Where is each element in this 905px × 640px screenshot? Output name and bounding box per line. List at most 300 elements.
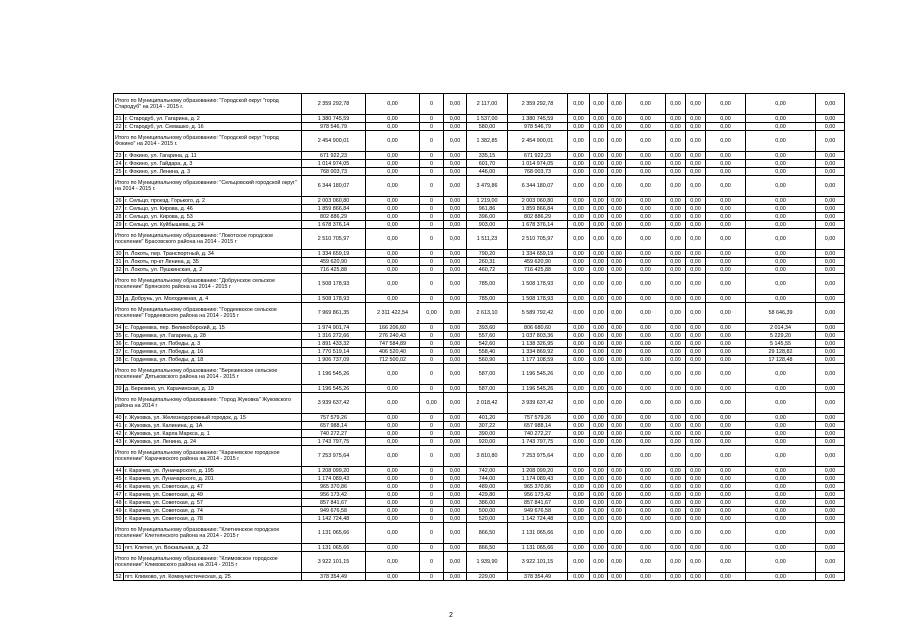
value-cell: 1 014 974,05 bbox=[302, 160, 366, 168]
value-cell: 0 bbox=[420, 385, 444, 393]
value-cell: 0,00 bbox=[444, 168, 467, 176]
value-cell: 0,00 bbox=[366, 499, 420, 507]
value-cell: 0,00 bbox=[746, 467, 816, 475]
value-cell: 0,00 bbox=[686, 258, 706, 266]
value-cell: 0,00 bbox=[444, 160, 467, 168]
row-number: 27 bbox=[115, 205, 122, 212]
value-cell: 0,00 bbox=[590, 176, 608, 197]
value-cell: 0,00 bbox=[590, 258, 608, 266]
value-cell: 0,00 bbox=[366, 491, 420, 499]
value-cell: 0,00 bbox=[420, 303, 444, 324]
value-cell: 0,00 bbox=[568, 295, 590, 303]
value-cell: 0,00 bbox=[666, 544, 686, 552]
value-cell: 276 240,43 bbox=[366, 332, 420, 340]
value-cell: 0 bbox=[420, 250, 444, 258]
value-cell: 0,00 bbox=[706, 446, 746, 467]
value-cell: 0,00 bbox=[706, 467, 746, 475]
value-cell: 0,00 bbox=[816, 160, 845, 168]
value-cell: 0,00 bbox=[816, 250, 845, 258]
value-cell: 0,00 bbox=[666, 197, 686, 205]
value-cell: 0,00 bbox=[816, 229, 845, 250]
value-cell: 0,00 bbox=[608, 467, 626, 475]
value-cell: 0,00 bbox=[608, 422, 626, 430]
value-cell: 500,00 bbox=[467, 507, 508, 515]
value-cell: 0,00 bbox=[420, 393, 444, 414]
value-cell: 0,00 bbox=[626, 295, 666, 303]
value-cell: 260,31 bbox=[467, 258, 508, 266]
value-cell: 0,00 bbox=[568, 499, 590, 507]
row-number: 34 bbox=[115, 324, 122, 331]
value-cell: 0,00 bbox=[706, 430, 746, 438]
value-cell: 740 272,27 bbox=[302, 430, 366, 438]
value-cell: 0,00 bbox=[366, 176, 420, 197]
value-cell: 0,00 bbox=[746, 499, 816, 507]
value-cell: 0 bbox=[420, 573, 444, 581]
table-row bbox=[114, 348, 845, 356]
address-cell: г. Стародуб, ул. Семашко, д. 16 bbox=[124, 123, 302, 131]
value-cell: 0,00 bbox=[686, 274, 706, 295]
value-cell: 0,00 bbox=[706, 94, 746, 115]
address-cell: с. Гордеевка, ул. Победы, д. 18 bbox=[124, 356, 302, 364]
value-cell: 0,00 bbox=[816, 515, 845, 523]
value-cell: 0,00 bbox=[444, 515, 467, 523]
value-cell: 2 359 292,78 bbox=[508, 94, 568, 115]
value-cell: 557,60 bbox=[467, 332, 508, 340]
value-cell: 712 500,02 bbox=[366, 356, 420, 364]
value-cell: 0,00 bbox=[706, 515, 746, 523]
table-row bbox=[114, 115, 845, 123]
value-cell: 0,00 bbox=[568, 131, 590, 152]
value-cell: 0,00 bbox=[746, 197, 816, 205]
value-cell: 489,00 bbox=[467, 483, 508, 491]
value-cell: 0,00 bbox=[590, 340, 608, 348]
value-cell: 587,00 bbox=[467, 364, 508, 385]
address-cell: д. Добрунь, ул. Молодежная, д. 4 bbox=[124, 295, 302, 303]
value-cell: 0,00 bbox=[608, 552, 626, 573]
value-cell: 0,00 bbox=[568, 266, 590, 274]
value-cell: 7 253 975,64 bbox=[302, 446, 366, 467]
table-row bbox=[114, 197, 845, 205]
value-cell: 0,00 bbox=[590, 94, 608, 115]
value-cell: 785,00 bbox=[467, 295, 508, 303]
value-cell: 0,00 bbox=[608, 197, 626, 205]
value-cell: 0,00 bbox=[686, 515, 706, 523]
value-cell: 0,00 bbox=[626, 491, 666, 499]
address-cell: п. Локоть, пр-кт Ленина, д. 35 bbox=[124, 258, 302, 266]
value-cell: 0,00 bbox=[626, 213, 666, 221]
value-cell: 2 510 705,97 bbox=[508, 229, 568, 250]
value-cell: 0,00 bbox=[626, 483, 666, 491]
value-cell: 0,00 bbox=[626, 467, 666, 475]
value-cell: 0,00 bbox=[706, 438, 746, 446]
value-cell: 0,00 bbox=[608, 515, 626, 523]
value-cell: 0,00 bbox=[568, 467, 590, 475]
value-cell: 1 511,23 bbox=[467, 229, 508, 250]
value-cell: 0,00 bbox=[706, 123, 746, 131]
value-cell: 0,00 bbox=[590, 414, 608, 422]
value-cell: 0,00 bbox=[666, 213, 686, 221]
value-cell: 0,00 bbox=[706, 523, 746, 544]
value-cell: 0,00 bbox=[626, 385, 666, 393]
value-cell: 0,00 bbox=[686, 356, 706, 364]
row-number: 31 bbox=[115, 258, 122, 265]
value-cell: 0,00 bbox=[568, 430, 590, 438]
value-cell: 0,00 bbox=[666, 491, 686, 499]
value-cell: 0,00 bbox=[444, 176, 467, 197]
value-cell: 0,00 bbox=[608, 507, 626, 515]
value-cell: 0,00 bbox=[568, 364, 590, 385]
value-cell: 2 311 422,54 bbox=[366, 303, 420, 324]
value-cell: 0,00 bbox=[444, 197, 467, 205]
value-cell: 0,00 bbox=[568, 303, 590, 324]
value-cell: 0,00 bbox=[444, 332, 467, 340]
value-cell: 920,00 bbox=[467, 438, 508, 446]
table-row bbox=[114, 213, 845, 221]
value-cell: 396,00 bbox=[467, 213, 508, 221]
address-cell: г. Сельцо, ул. Кирова, д. 46 bbox=[124, 205, 302, 213]
value-cell: 0,00 bbox=[366, 115, 420, 123]
value-cell: 0,00 bbox=[706, 356, 746, 364]
value-cell: 0 bbox=[420, 332, 444, 340]
row-number: 25 bbox=[115, 168, 122, 175]
table-row bbox=[114, 266, 845, 274]
value-cell: 0,00 bbox=[608, 544, 626, 552]
value-cell: 0,00 bbox=[746, 364, 816, 385]
value-cell: 0,00 bbox=[444, 303, 467, 324]
value-cell: 601,70 bbox=[467, 160, 508, 168]
value-cell: 0,00 bbox=[746, 430, 816, 438]
value-cell: 0,00 bbox=[568, 213, 590, 221]
value-cell: 0,00 bbox=[608, 364, 626, 385]
value-cell: 0,00 bbox=[816, 197, 845, 205]
value-cell: 0 bbox=[420, 152, 444, 160]
value-cell: 0,00 bbox=[746, 213, 816, 221]
value-cell: 0,00 bbox=[626, 229, 666, 250]
value-cell: 0,00 bbox=[590, 274, 608, 295]
row-number: 24 bbox=[115, 160, 122, 167]
value-cell: 0,00 bbox=[568, 274, 590, 295]
value-cell: 0,00 bbox=[706, 552, 746, 573]
row-number: 39 bbox=[115, 385, 122, 392]
value-cell: 0,00 bbox=[666, 422, 686, 430]
value-cell: 166 206,60 bbox=[366, 324, 420, 332]
value-cell: 866,50 bbox=[467, 523, 508, 544]
value-cell: 1 974 901,74 bbox=[302, 324, 366, 332]
value-cell: 0,00 bbox=[366, 229, 420, 250]
value-cell: 378 354,49 bbox=[508, 573, 568, 581]
value-cell: 857 841,67 bbox=[302, 499, 366, 507]
value-cell: 790,20 bbox=[467, 250, 508, 258]
row-number: 49 bbox=[115, 507, 122, 514]
value-cell: 0,00 bbox=[686, 152, 706, 160]
value-cell: 0,00 bbox=[626, 544, 666, 552]
value-cell: 0,00 bbox=[816, 348, 845, 356]
value-cell: 0,00 bbox=[444, 131, 467, 152]
value-cell: 0,00 bbox=[626, 364, 666, 385]
value-cell: 0,00 bbox=[626, 414, 666, 422]
value-cell: 0,00 bbox=[608, 274, 626, 295]
value-cell: 0 bbox=[420, 295, 444, 303]
value-cell: 0,00 bbox=[444, 115, 467, 123]
address-cell: пгт. Клетня, ул. Вокзальная, д. 22 bbox=[124, 544, 302, 552]
value-cell: 0,00 bbox=[746, 229, 816, 250]
value-cell: 1 906 737,09 bbox=[302, 356, 366, 364]
value-cell: 0,00 bbox=[626, 499, 666, 507]
value-cell: 0,00 bbox=[444, 544, 467, 552]
subtotal-label: Итого по Муниципальному образованию: "Добрунское сельское поселение" Брянского района на 2014 - 2015 г bbox=[114, 274, 302, 295]
value-cell: 3 922 101,15 bbox=[302, 552, 366, 573]
value-cell: 978 546,79 bbox=[302, 123, 366, 131]
table-row bbox=[114, 160, 845, 168]
value-cell: 307,22 bbox=[467, 422, 508, 430]
value-cell: 0,00 bbox=[444, 499, 467, 507]
value-cell: 0,00 bbox=[626, 115, 666, 123]
row-number: 35 bbox=[115, 332, 122, 339]
value-cell: 0,00 bbox=[666, 515, 686, 523]
address-cell: г. Фокино, ул. Гагарина, д. 11 bbox=[124, 152, 302, 160]
value-cell: 0,00 bbox=[746, 475, 816, 483]
value-cell: 0,00 bbox=[608, 303, 626, 324]
value-cell: 0,00 bbox=[590, 221, 608, 229]
value-cell: 0,00 bbox=[590, 499, 608, 507]
value-cell: 0,00 bbox=[366, 515, 420, 523]
value-cell: 0,00 bbox=[568, 332, 590, 340]
value-cell: 0,00 bbox=[746, 205, 816, 213]
value-cell: 0,00 bbox=[590, 123, 608, 131]
value-cell: 0,00 bbox=[746, 438, 816, 446]
value-cell: 0,00 bbox=[568, 356, 590, 364]
table-body bbox=[114, 94, 845, 581]
value-cell: 0,00 bbox=[686, 250, 706, 258]
table-row bbox=[114, 483, 845, 491]
value-cell: 0,00 bbox=[444, 152, 467, 160]
address-cell: д. Березино, ул. Карачинская, д. 19 bbox=[124, 385, 302, 393]
value-cell: 0,00 bbox=[686, 475, 706, 483]
address-cell: г. Сельцо, ул. Кирова, д. 53 bbox=[124, 213, 302, 221]
value-cell: 0,00 bbox=[366, 523, 420, 544]
row-number: 33 bbox=[115, 295, 122, 302]
value-cell: 3 810,80 bbox=[467, 446, 508, 467]
value-cell: 0,00 bbox=[746, 274, 816, 295]
value-cell: 0,00 bbox=[666, 160, 686, 168]
value-cell: 0,00 bbox=[746, 552, 816, 573]
value-cell: 0,00 bbox=[686, 221, 706, 229]
value-cell: 2 510 705,97 bbox=[302, 229, 366, 250]
value-cell: 0,00 bbox=[366, 446, 420, 467]
value-cell: 0,00 bbox=[444, 213, 467, 221]
value-cell: 0,00 bbox=[666, 274, 686, 295]
value-cell: 716 425,88 bbox=[302, 266, 366, 274]
value-cell: 0,00 bbox=[366, 295, 420, 303]
value-cell: 0,00 bbox=[746, 176, 816, 197]
value-cell: 386,00 bbox=[467, 499, 508, 507]
row-number: 46 bbox=[115, 483, 122, 490]
value-cell: 0,00 bbox=[626, 258, 666, 266]
row-number: 45 bbox=[115, 475, 122, 482]
value-cell: 0,00 bbox=[746, 422, 816, 430]
value-cell: 0,00 bbox=[746, 393, 816, 414]
value-cell: 0,00 bbox=[366, 507, 420, 515]
row-number: 26 bbox=[115, 197, 122, 204]
table-row bbox=[114, 356, 845, 364]
value-cell: 0,00 bbox=[706, 176, 746, 197]
value-cell: 0 bbox=[420, 467, 444, 475]
value-cell: 542,60 bbox=[467, 340, 508, 348]
value-cell: 0 bbox=[420, 176, 444, 197]
value-cell: 0,00 bbox=[608, 523, 626, 544]
value-cell: 2 454 900,01 bbox=[508, 131, 568, 152]
value-cell: 0,00 bbox=[706, 422, 746, 430]
value-cell: 0,00 bbox=[366, 483, 420, 491]
value-cell: 0,00 bbox=[590, 430, 608, 438]
value-cell: 0,00 bbox=[686, 295, 706, 303]
value-cell: 0 bbox=[420, 523, 444, 544]
value-cell: 5 145,55 bbox=[746, 340, 816, 348]
value-cell: 0,00 bbox=[590, 422, 608, 430]
value-cell: 0,00 bbox=[706, 544, 746, 552]
value-cell: 0,00 bbox=[444, 430, 467, 438]
value-cell: 0,00 bbox=[626, 475, 666, 483]
subtotal-row bbox=[114, 131, 845, 152]
address-cell: г. Сельцо, проезд. Горького, д. 2 bbox=[124, 197, 302, 205]
value-cell: 0,00 bbox=[686, 131, 706, 152]
value-cell: 0,00 bbox=[444, 221, 467, 229]
value-cell: 0,00 bbox=[608, 123, 626, 131]
value-cell: 0,00 bbox=[568, 385, 590, 393]
value-cell: 0,00 bbox=[590, 324, 608, 332]
row-number: 22 bbox=[115, 123, 122, 130]
address-cell: г. Сельцо, ул. Куйбышева, д. 24 bbox=[124, 221, 302, 229]
value-cell: 0 bbox=[420, 552, 444, 573]
value-cell: 0 bbox=[420, 430, 444, 438]
address-cell: г. Карачев, ул. Советская, д. 78 bbox=[124, 515, 302, 523]
subtotal-label: Итого по Муниципальному образованию: "Гордеевское сельское поселение" Гордеевского района на 2014 - 2015 г bbox=[114, 303, 302, 324]
value-cell: 0,00 bbox=[568, 573, 590, 581]
address-cell: с. Гордеевка, ул. Гагарина, д. 28 bbox=[124, 332, 302, 340]
value-cell: 1 508 178,93 bbox=[302, 295, 366, 303]
value-cell: 0 bbox=[420, 258, 444, 266]
value-cell: 0 bbox=[420, 422, 444, 430]
value-cell: 0,00 bbox=[366, 152, 420, 160]
address-cell: г. Жуковка, ул. Калинина, д. 1А bbox=[124, 422, 302, 430]
table-row bbox=[114, 507, 845, 515]
value-cell: 0,00 bbox=[366, 266, 420, 274]
value-cell: 1 174 089,43 bbox=[508, 475, 568, 483]
value-cell: 0,00 bbox=[608, 160, 626, 168]
value-cell: 0,00 bbox=[706, 414, 746, 422]
value-cell: 5 589 792,42 bbox=[508, 303, 568, 324]
value-cell: 0,00 bbox=[666, 266, 686, 274]
value-cell: 390,00 bbox=[467, 430, 508, 438]
value-cell: 1 859 866,84 bbox=[508, 205, 568, 213]
value-cell: 965 370,86 bbox=[302, 483, 366, 491]
value-cell: 0,00 bbox=[366, 385, 420, 393]
table-row bbox=[114, 221, 845, 229]
value-cell: 1 678 376,14 bbox=[302, 221, 366, 229]
value-cell: 0,00 bbox=[608, 348, 626, 356]
value-cell: 1 770 519,14 bbox=[302, 348, 366, 356]
value-cell: 0,00 bbox=[666, 303, 686, 324]
value-cell: 0,00 bbox=[686, 393, 706, 414]
value-cell: 0,00 bbox=[444, 356, 467, 364]
value-cell: 0,00 bbox=[608, 393, 626, 414]
value-cell: 0,00 bbox=[626, 168, 666, 176]
value-cell: 0,00 bbox=[366, 364, 420, 385]
value-cell: 0,00 bbox=[666, 221, 686, 229]
value-cell: 0,00 bbox=[626, 131, 666, 152]
value-cell: 0,00 bbox=[666, 483, 686, 491]
value-cell: 0 bbox=[420, 475, 444, 483]
value-cell: 0,00 bbox=[706, 221, 746, 229]
value-cell: 560,90 bbox=[467, 356, 508, 364]
value-cell: 0,00 bbox=[706, 324, 746, 332]
value-cell: 0,00 bbox=[686, 160, 706, 168]
value-cell: 0,00 bbox=[568, 491, 590, 499]
value-cell: 0,00 bbox=[608, 430, 626, 438]
value-cell: 0,00 bbox=[444, 483, 467, 491]
value-cell: 0,00 bbox=[608, 483, 626, 491]
value-cell: 0,00 bbox=[686, 324, 706, 332]
value-cell: 0,00 bbox=[444, 274, 467, 295]
value-cell: 1 131 065,66 bbox=[302, 523, 366, 544]
value-cell: 1 196 545,26 bbox=[508, 385, 568, 393]
value-cell: 1 131 065,66 bbox=[508, 544, 568, 552]
value-cell: 0,00 bbox=[816, 213, 845, 221]
value-cell: 587,00 bbox=[467, 385, 508, 393]
value-cell: 0,00 bbox=[686, 414, 706, 422]
value-cell: 0 bbox=[420, 446, 444, 467]
value-cell: 0,00 bbox=[366, 430, 420, 438]
value-cell: 429,80 bbox=[467, 491, 508, 499]
value-cell: 0,00 bbox=[608, 266, 626, 274]
value-cell: 0,00 bbox=[666, 205, 686, 213]
address-cell: г. Карачев, ул. Советская, д. 57 bbox=[124, 499, 302, 507]
value-cell: 406 520,40 bbox=[366, 348, 420, 356]
value-cell: 0,00 bbox=[444, 573, 467, 581]
value-cell: 0,00 bbox=[706, 491, 746, 499]
value-cell: 956 173,42 bbox=[508, 491, 568, 499]
value-cell: 0,00 bbox=[706, 160, 746, 168]
value-cell: 0,00 bbox=[706, 348, 746, 356]
table-row bbox=[114, 205, 845, 213]
value-cell: 0,00 bbox=[686, 422, 706, 430]
value-cell: 0,00 bbox=[666, 573, 686, 581]
value-cell: 1 196 545,26 bbox=[302, 385, 366, 393]
value-cell: 0,00 bbox=[746, 483, 816, 491]
subtotal-label: Итого по Муниципальному образованию: "Городской округ "город Фокино" на 2014 - 2015 г. bbox=[114, 131, 302, 152]
value-cell: 3 922 101,15 bbox=[508, 552, 568, 573]
value-cell: 0 bbox=[420, 348, 444, 356]
value-cell: 0,00 bbox=[816, 131, 845, 152]
value-cell: 0,00 bbox=[686, 430, 706, 438]
value-cell: 2 003 060,80 bbox=[508, 197, 568, 205]
value-cell: 0,00 bbox=[686, 332, 706, 340]
row-number: 29 bbox=[115, 221, 122, 228]
value-cell: 956 173,42 bbox=[302, 491, 366, 499]
value-cell: 0,00 bbox=[816, 446, 845, 467]
value-cell: 1 334 869,92 bbox=[508, 348, 568, 356]
value-cell: 0,00 bbox=[686, 340, 706, 348]
value-cell: 0,00 bbox=[816, 266, 845, 274]
value-cell: 0,00 bbox=[746, 507, 816, 515]
value-cell: 1 334 659,19 bbox=[508, 250, 568, 258]
value-cell: 1 131 065,66 bbox=[508, 523, 568, 544]
value-cell: 0,00 bbox=[666, 176, 686, 197]
value-cell: 0,00 bbox=[366, 160, 420, 168]
value-cell: 0,00 bbox=[590, 213, 608, 221]
value-cell: 2 014,34 bbox=[746, 324, 816, 332]
address-cell: г. Жуковка, ул. Карла Маркса, д. 1 bbox=[124, 430, 302, 438]
